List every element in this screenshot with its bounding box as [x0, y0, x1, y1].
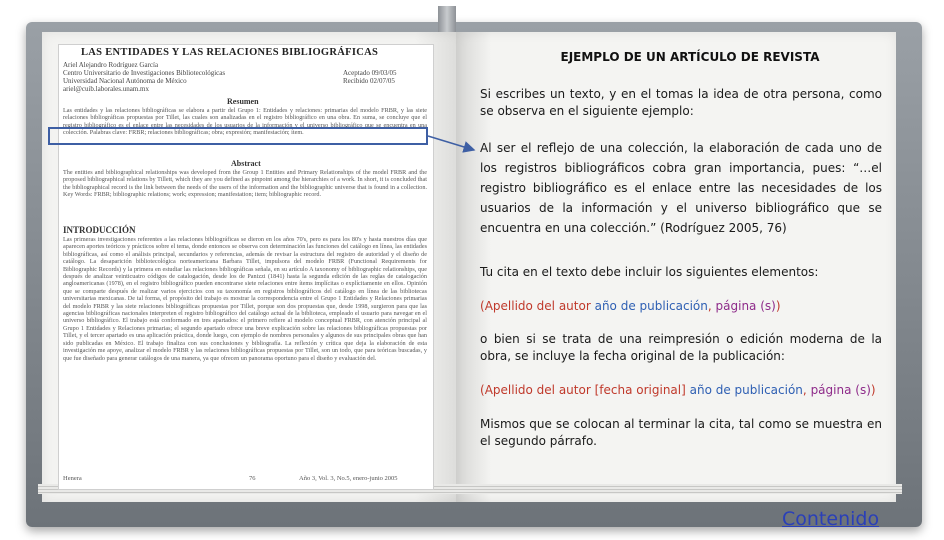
intro-paragraph: Si escribes un texto, y en el tomas la idea de otra persona, como se observa en el siguiente ejemplo: — [480, 87, 882, 118]
author-name: Ariel Alejandro Rodríguez García — [63, 61, 159, 69]
received-date: Recibido 02/07/05 — [343, 77, 395, 85]
reprint-paragraph: o bien si se trata de una reimpresión o edición moderna de la obra, se incluye la fecha original de la publicación: — [480, 332, 882, 363]
format1-close: ) — [775, 299, 781, 313]
author-center: Centro Universitario de Investigaciones Bibliotecológicas — [63, 69, 226, 77]
intro-text: Las primeras investigaciones referentes a las relaciones bibliográficas se dieron en los años 70's, pero es para los 80's y hasta nuestros días que aparecen aportes teóricos y prácticos sobre el tema, donde entonces se observa con determinación las funciones del catálogo en línea, las entidades bibliográficas, así como el análisis principal, secundarios y referencias, además de revisar la estructura del registro de autoridad y el diseño de catálogo. La desaparición bibliotecológica norteamericana Barbara Tillet, impulsora del modelo FRBR (Functional Requirements for Bibliographic Records) y la primera en estudiar las relaciones bibliográficas señala, en su artículo A taxonomy of bibliographic relationships, que después de analizar veinticuatro códigos de catalogación, desde los de Panizzi (1841) hasta la segunda edición de las reglas de catalogación angloamericanas (1978), en el registro bibliográfico pueden encontrarse siete relaciones entre ítems implícitas o explícitamente en ellos. Opinión que se comparte después de realizar varios ejercicios con su taxonomía en registros bibliográficos del catálogo en línea de las bibliotecas universitarias mexicanas. De tal forma, el propósito del trabajo es mostrar la correspondencia entre el Grupo 1 Entidades y Relaciones primarias del modelo FRBR y las siete relaciones bibliográficas propuestas por Tillet, porque son dos propuestas que, desde 1998, surgieron para que las agencias bibliográficas nacionales interpreten el registro bibliográfico del catálogo actual de la biblioteca, empleado el usuario para navegar en el universo bibliográfico. El trabajo está conformado en tres apartados: el primero refiere al modelo conceptual FRBR, con atención principal al Grupo 1 Entidades y Relaciones primarias; el segundo apartado ofrece una breve explicación sobre las relaciones bibliográficas propuestas por Tillet, y el tercer apartado es una aplicación práctica, donde luego, con ejemplo de nombres personales y algunos de sus principales obras que han sido publicadas en México. El trabajo finaliza con sus conclusiones y bibliografía. La reflexión y crítica que deja la elaboración de esta investigación me apoye, analizar el modelo FRBR y las relaciones bibliográficas propuestas por Tillet, son un todo, que para teóricas buscadas, y que fue diseñado para generar catálogos de una manera, ya que ofrecen un panorama oportuno para el diseño y evaluación del. — [63, 236, 427, 362]
format1-author: Apellido del autor — [484, 299, 591, 313]
abstract-text: The entities and bibliographical relationships was developed from the Group 1 Entities and Primary Relationships of the model FRBR and the proposed bibliographical relations by Tillett, which they are you defined as pinpoint among the hierarchies of a work. In short, it is concluded that the bibliographical record is the link between the needs of the users of the information and the bibliographic universe that is found in a collection. Key Words: FRBR; bibliographic relations; work; expression; manifestation; item; bibliographic record. — [63, 169, 427, 199]
intro-heading: INTRODUCCIÓN — [63, 225, 136, 235]
elements-paragraph: Tu cita en el texto debe incluir los siguientes elementos: — [480, 265, 819, 279]
format2-year: año de publicación — [689, 383, 803, 397]
accepted-date: Aceptado 09/03/05 — [343, 69, 397, 77]
format1-comma: , — [707, 299, 712, 313]
author-university: Universidad Nacional Autónoma de México — [63, 77, 187, 85]
footer-page: 76 — [249, 475, 256, 482]
citation-format-2 — [480, 382, 882, 399]
format1-year: año de publicación — [594, 299, 708, 313]
format2-author: Apellido del autor — [484, 383, 591, 397]
format2-pages: página (s) — [810, 383, 871, 397]
arrow-line — [428, 136, 474, 150]
format2-original-date: [fecha original] — [594, 383, 686, 397]
footer-right: Año 3, Vol. 3, No.5, enero-junio 2005 — [299, 475, 398, 482]
resumen-text: Las entidades y las relaciones bibliográficas se elabora a partir del Grupo 1: Entidades y relaciones: primarias del modelo FRBR, y las siete relaciones bibliográficas propuestas por Tillet, las cuales son analizadas en el registro bibliográfico en una obra. En suma, se concluye que el registro bibliográfico es el enlace entre las necesidades de los usuarios de la información y el universo bibliográfico que se encuentra en una colección. Palabras clave: FRBR; relaciones bibliográficas; obra; expresión; manifestación; ítem. — [63, 107, 427, 137]
citation-format-1 — [480, 298, 882, 315]
format2-close: ) — [870, 383, 876, 397]
format2-open: ( — [480, 383, 485, 397]
format1-pages: página (s) — [715, 299, 776, 313]
format2-comma: , — [802, 383, 807, 397]
footer-left: Henera — [63, 475, 82, 482]
closing-paragraph: Mismos que se colocan al terminar la cita, tal como se muestra en el segundo párrafo. — [480, 417, 882, 448]
author-email: ariel@cuib.laborales.unam.mx — [63, 85, 149, 93]
quote-paragraph: Al ser el reflejo de una colección, la elaboración de cada uno de los registros bibliográficos cobra gran importancia, pues: “…el registro bibliográfico es el enlace entre las necesidades de los usuarios de la información y el universo bibliográfico que se encuentra en una colección.” (Rodríguez 2005, 76) — [480, 141, 882, 235]
right-page-title: EJEMPLO DE UN ARTÍCULO DE REVISTA — [560, 50, 820, 64]
format1-open: ( — [480, 299, 485, 313]
resumen-heading: Resumen — [227, 97, 259, 106]
article-title: LAS ENTIDADES Y LAS RELACIONES BIBLIOGRÁFICAS — [81, 47, 379, 58]
abstract-heading: Abstract — [231, 159, 261, 168]
contenido-link[interactable]: Contenido — [782, 508, 880, 530]
